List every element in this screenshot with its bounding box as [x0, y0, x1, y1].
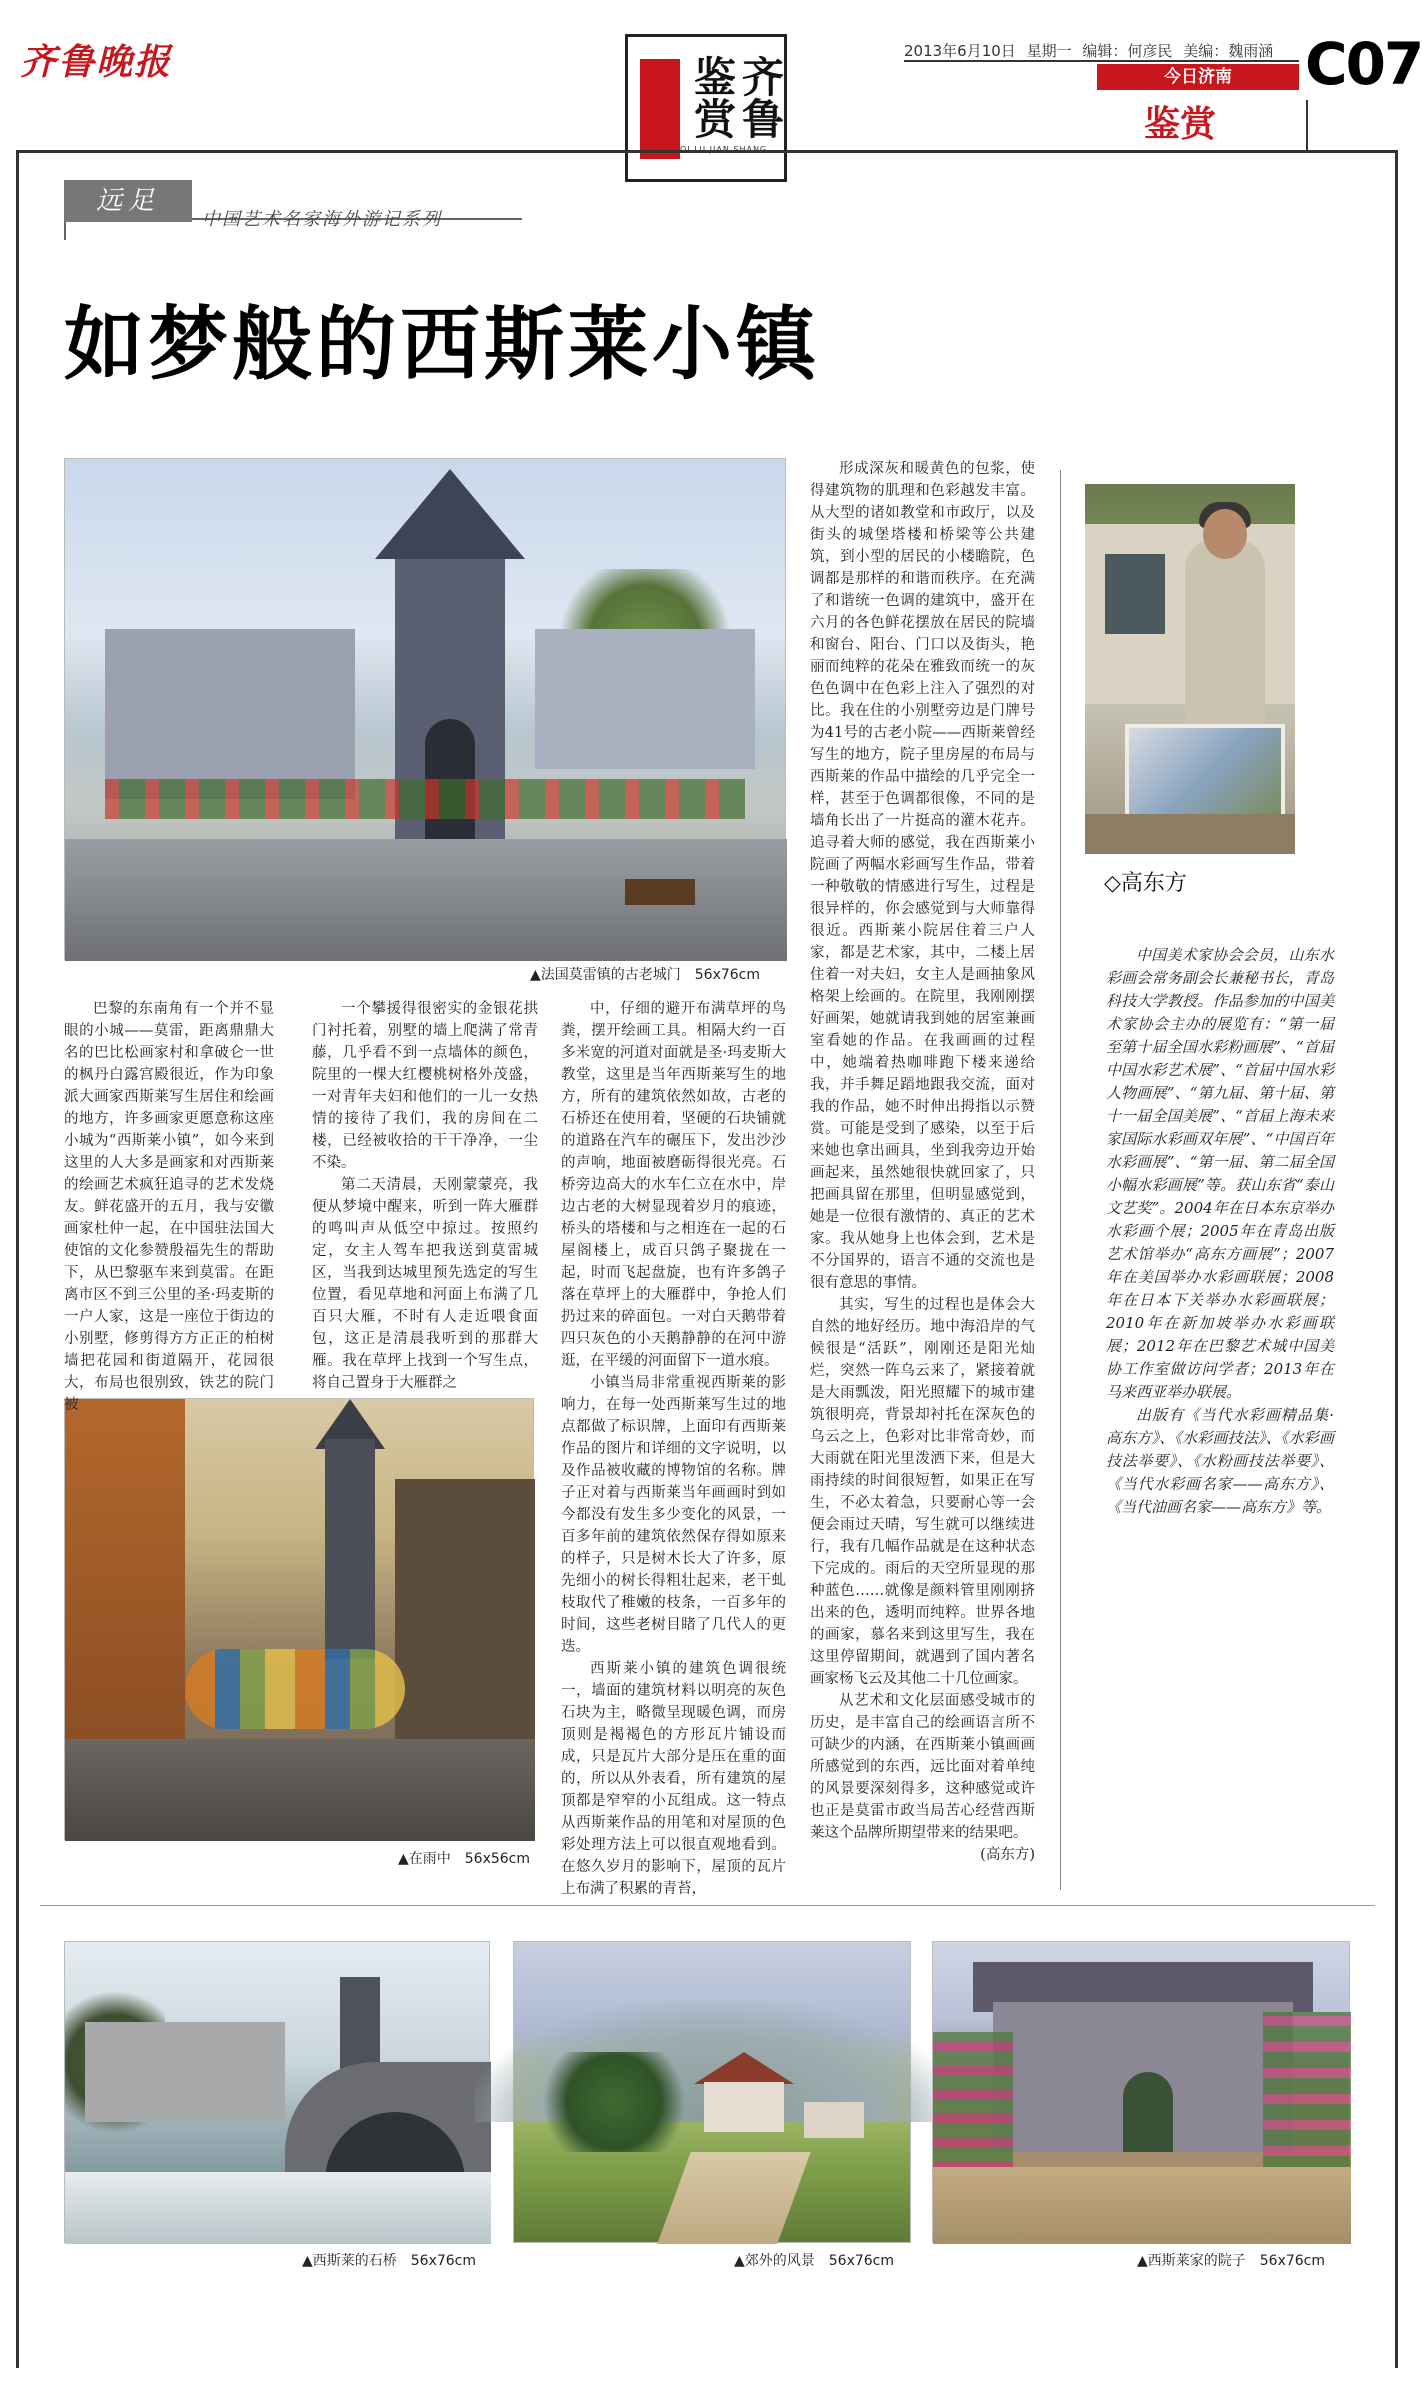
caption-sisley-yard: ▲西斯莱家的院子 56x76cm — [1137, 2253, 1326, 2269]
body-paragraph: 西斯莱小镇的建筑色调很统一，墙面的建筑材料以明亮的灰色石块为主，略微呈现暖色调，而房顶则是褐褐色的方形瓦片铺设而成，只是瓦片大部分是压在重的面的，所以从外表看，所有建筑的屋顶都是窄窄的小瓦组成。这一特点从西斯莱作品的用笔和对屋顶的色彩处理方法上可以很直观地看到。在悠久岁月的影响下，屋顶的瓦片上布满了积累的青苔， — [561, 1661, 786, 1897]
bio-paragraph: 中国美术家协会会员，山东水彩画会常务副会长兼秘书长，青岛科技大学教授。作品参加的中国美术家协会主办的展览有：“第一届至第十届全国水彩粉画展”、“首届中国水彩艺术展”、“首届中国水彩人物画展”、“第九届、第十届、第十一届全国美展”、“首届上海未来家国际水彩画双年展”、“中国百年水彩画展”、“第一届、第二届全国小幅水彩画展”等。获山东省“泰山文艺奖”。2004年在日本东京举办水彩画个展；2005年在青岛出版艺术馆举办“高东方画展”；2007年在美国举办水彩画联展；2008年在日本下关举办水彩画联展；2010年在新加坡举办水彩画联展；2012年在巴黎艺术城中国美协工作室做访问学者；2013年在马来西亚举办联展。 — [1106, 946, 1334, 1401]
column-divider — [1060, 470, 1061, 1890]
logo-pinyin: QI LU JIAN SHANG — [680, 145, 768, 154]
issue-meta — [904, 40, 1273, 61]
body-column-4 — [810, 458, 1035, 1863]
painting-in-the-rain — [64, 1398, 534, 1840]
article-signature: (高东方) — [980, 1847, 1035, 1863]
author-name: ◇高东方 — [1104, 871, 1187, 896]
author-bio — [1106, 944, 1334, 1519]
seal-icon — [640, 59, 680, 159]
caption-in-the-rain: ▲在雨中 56x56cm — [398, 1851, 531, 1867]
body-paragraph: 一个攀援得很密实的金银花拱门衬托着，别墅的墙上爬满了常青藤，几乎看不到一点墙体的颜色，院里的一棵大红樱桃树格外茂盛，一对青年夫妇和他们的一儿一女热情的接待了我们，我的房间在二楼，已经被收拾的干干净净，一尘不染。 — [312, 1001, 538, 1171]
section-divider — [40, 1905, 1375, 1906]
logo-glyphs: 齐鲁鉴赏 — [688, 55, 785, 139]
body-column-3 — [561, 998, 786, 2248]
caption-stone-bridge: ▲西斯莱的石桥 56x76cm — [302, 2253, 477, 2269]
body-paragraph: 从艺术和文化层面感受城市的历史，是丰富自己的绘画语言所不可缺少的内涵，在西斯莱小镇画画所感觉到的东西，远比面对着单纯的风景要深刻得多，这种感觉或许也正是莫雷市政当局苦心经营西斯莱这个品牌所期望带来的结果吧。 — [810, 1693, 1035, 1841]
header-rule — [904, 60, 1299, 62]
caption-old-city-gate: ▲法国莫雷镇的古老城门 56x76cm — [530, 967, 761, 983]
body-column-2 — [312, 998, 538, 1394]
series-tick — [64, 222, 66, 240]
author-photo — [1085, 484, 1295, 854]
bio-paragraph: 出版有《当代水彩画精品集·高东方》、《水彩画技法》、《水彩画技法举要》、《水粉画技法举要》、《当代水彩画名家——高东方》、《当代油画名家——高东方》等。 — [1106, 1406, 1334, 1516]
body-paragraph: 其实，写生的过程也是体会大自然的地好经历。地中海沿岸的气候很是“活跃”，刚刚还是阳光灿烂，突然一阵乌云来了，紧接着就是大雨瓢泼，阳光照耀下的城市建筑很明亮，背景却衬托在深灰色的乌云之上，色彩对比非常奇妙，而大雨就在阳光里泼洒下来，但是大雨持续的时间很短暂，如果正在写生，不必太着急，只要耐心等一会便会雨过天晴，写生就可以继续进行，我有几幅作品就是在这种状态下完成的。雨后的天空所显现的那种蓝色……就像是颜料管里刚刚挤出来的色，透明而纯粹。世界各地的画家，慕名来到这里写生，我在这里停留期间，就遇到了国内著名画家杨飞云及其他二十几位画家。 — [810, 1297, 1035, 1687]
painting-old-city-gate — [64, 458, 786, 960]
masthead: 齐鲁晚报 — [20, 41, 173, 83]
body-paragraph: 小镇当局非常重视西斯莱的影响力，在每一处西斯莱写生过的地点都做了标识牌，上面印有西斯莱作品的图片和详细的文字说明，以及作品被收藏的博物馆的名称。牌子正对着与西斯莱当年画画时到如今都没有发生多少变化的风景，一百多年前的建筑依然保存得如原来的样子，只是树木长大了许多，原先细小的树长得粗壮起来，老干虬枝取代了稚嫩的枝条，一百多年的时间，这些老树目睹了几代人的更迭。 — [561, 1375, 786, 1655]
header-divider — [1306, 100, 1308, 150]
section-bar: 今日济南 — [1097, 64, 1299, 90]
designer-credit: 美编：魏雨涵 — [1183, 42, 1274, 60]
series-tag: 远足 — [64, 180, 192, 222]
issue-weekday: 星期一 — [1026, 42, 1072, 60]
painting-sisley-yard — [932, 1941, 1350, 2243]
headline: 如梦般的西斯莱小镇 — [64, 298, 820, 391]
painting-stone-bridge — [64, 1941, 490, 2243]
body-paragraph: 形成深灰和暖黄色的包浆，使得建筑物的肌理和色彩越发丰富。从大型的诸如教堂和市政厅，以及街头的城堡塔楼和桥梁等公共建筑，到小型的居民的小楼瞻院，色调都是那样的和谐而秩序。在充满了和谐统一色调的建筑中，盛开在六月的各色鲜花摆放在居民的院墙和窗台、阳台、门口以及街头，艳丽而纯粹的花朵在雅致而统一的灰色色调中在色彩上注入了强烈的对比。我在住的小别墅旁边是门牌号为41号的古老小院——西斯莱曾经写生的地方，院子里房屋的布局与西斯莱的作品中描绘的几乎完全一样，甚至于色调都很像，不同的是墙角长出了一片挺高的灌木花卉。追寻着大师的感觉，我在西斯莱小院画了两幅水彩画写生作品，带着一种敬敬的情感进行写生，过程是很异样的，你会感觉到与大师靠得很近。西斯莱小院居住着三户人家，都是艺术家，其中，二楼上居住着一对夫妇，女主人是画抽象风格架上绘画的。在院里，我刚刚摆好画架，她就请我到她的居室兼画室看她的作品。在我画画的过程中，她端着热咖啡跑下楼来递给我，并手舞足蹈地跟我交流，面对我的作品，她不时伸出拇指以示赞赏。可能是受到了感染，以至于后来她也拿出画具，坐到我旁边开始画起来，虽然她很快就回家了，只把画具留在那里，但明显感觉到，她是一位很有激情的、真正的艺术家。我从她身上也体会到，艺术是不分国界的，语言不通的交流也是很有意思的事情。 — [810, 461, 1035, 1291]
body-column-1 — [64, 998, 274, 1416]
series-subtitle: 中国艺术名家海外游记系列 — [202, 209, 442, 230]
issue-date: 2013年6月10日 — [904, 42, 1016, 60]
body-paragraph: 巴黎的东南角有一个并不显眼的小城——莫雷，距离鼎鼎大名的巴比松画家村和拿破仑一世的枫丹白露宫殿很近，作为印象派大画家西斯莱写生居住和绘画的地方，许多画家更愿意称这座小城为“西斯莱小镇”，如今来到这里的人大多是画家和对西斯莱的绘画艺术疯狂追寻的艺术发烧友。鲜花盛开的五月，我与安徽画家杜仲一起，在中国驻法国大使馆的文化参赞殷福先生的帮助下，从巴黎驱车来到莫雷。在距离市区不到三公里的圣·玛麦斯的一户人家，这是一座位于街边的小别墅，修剪得方方正正的柏树墙把花园和街道隔开，花园很大，布局也很别致，铁艺的院门被 — [64, 1001, 274, 1413]
page-number: C07 — [1305, 30, 1422, 98]
editor-credit: 编辑：何彦民 — [1082, 42, 1173, 60]
body-paragraph: 第二天清晨，天刚蒙蒙亮，我便从梦境中醒来，听到一阵大雁群的鸣叫声从低空中掠过。按照约定，女主人驾车把我送到莫雷城区，当我到达城里预先选定的写生位置，看见草地和河面上布满了几百只大雁，不时有人走近喂食面包，这正是清晨我听到的那群大雁。我在草坪上找到一个写生点，将自己置身于大雁群之 — [312, 1177, 538, 1391]
section-name: 鉴赏 — [1144, 103, 1217, 145]
caption-suburban-scenery: ▲郊外的风景 56x76cm — [734, 2253, 895, 2269]
body-paragraph: 中，仔细的避开布满草坪的鸟粪，摆开绘画工具。相隔大约一百多米宽的河道对面就是圣·玛麦斯大教堂，这里是当年西斯莱写生的地方，所有的建筑依然如故，古老的石桥还在使用着，坚硬的石块铺就的道路在汽车的碾压下，发出沙沙的声响，地面被磨砺得很光亮。石桥旁边高大的水车仁立在水中，岸边古老的大树显现着岁月的痕迹，桥头的塔楼和与之相连在一起的石屋阁楼上，成百只鸽子聚拢在一起，时而飞起盘旋，也有许多鸽子落在草坪上的大雁群中，争抢人们扔过来的碎面包。一对白天鹅带着四只灰色的小天鹅静静的在河中游逛，在平缓的河面留下一道水痕。 — [561, 1001, 786, 1369]
